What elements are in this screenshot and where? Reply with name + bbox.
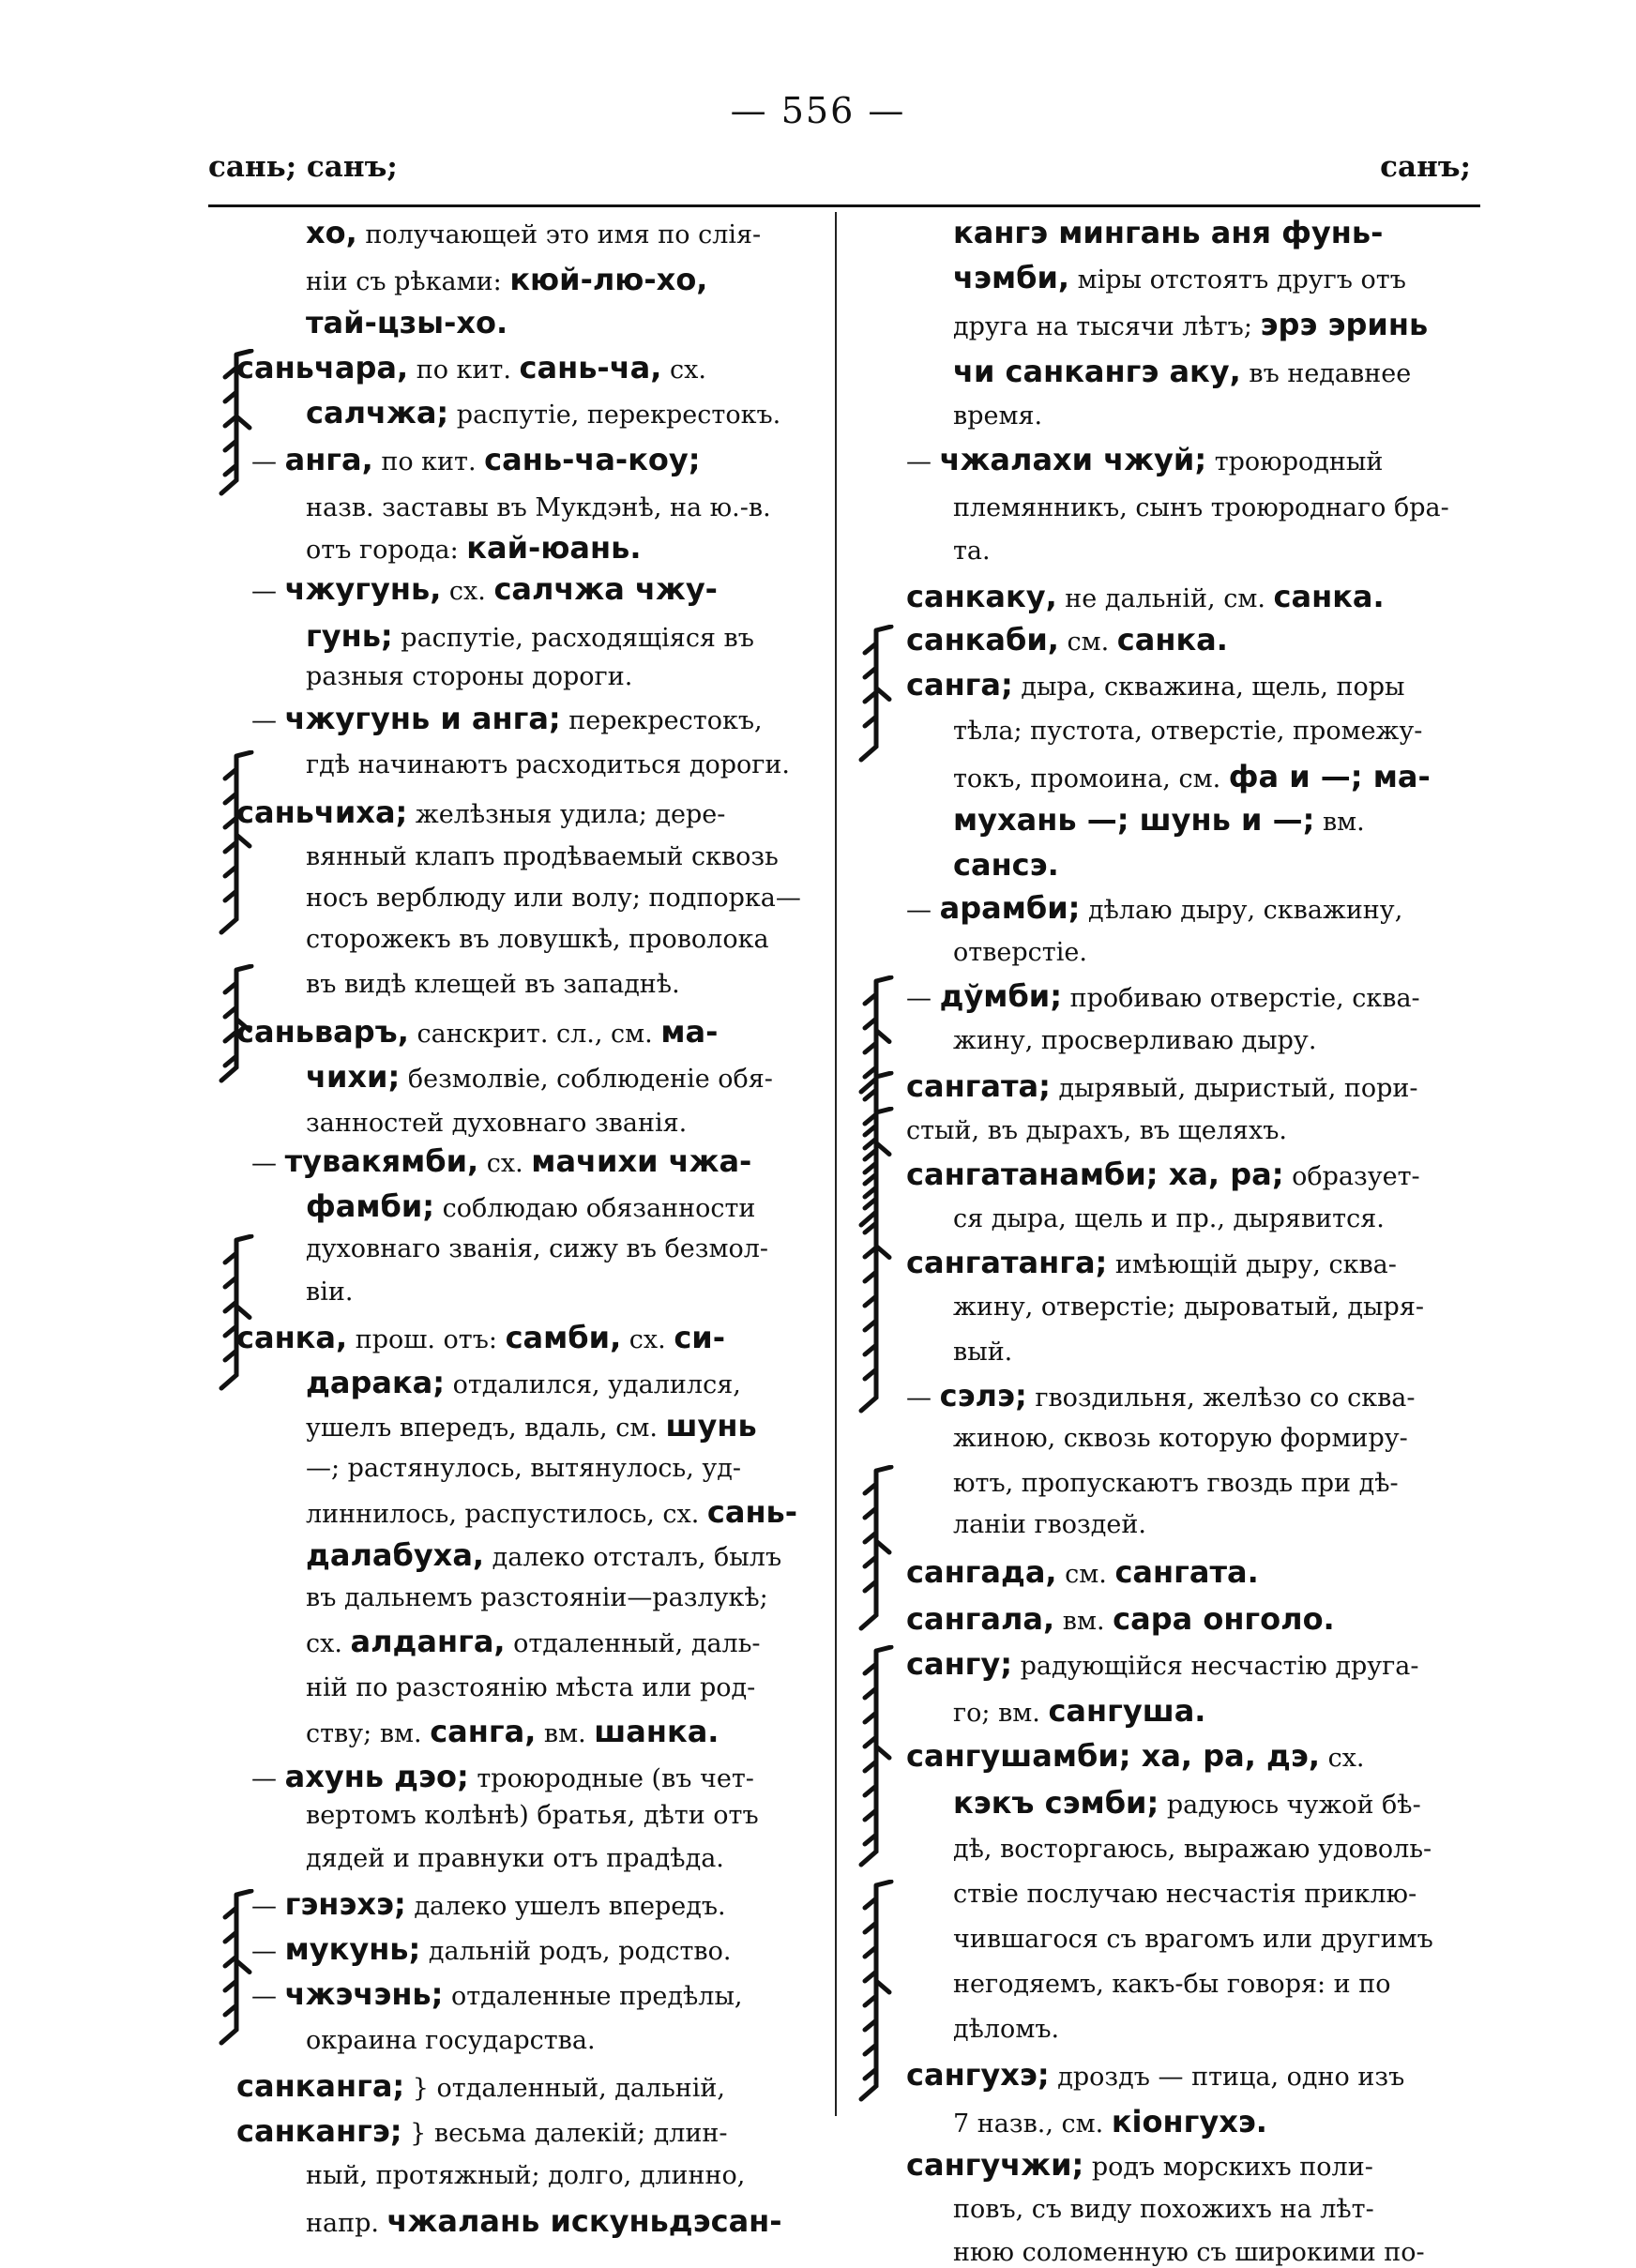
definition-text: жину, просверливаю дыру. — [953, 1026, 1317, 1055]
headword-text: сангатанамби; ха, ра; — [906, 1157, 1284, 1192]
right_column-line — [953, 1293, 1424, 1323]
definition-text: — — [906, 447, 940, 476]
right_column-line — [906, 978, 1420, 1014]
left_column-line — [306, 1801, 759, 1831]
definition-text: отдаленные предѣлы, — [443, 1982, 743, 2011]
manchu-script-glyph — [208, 1889, 259, 2049]
left_column-line — [306, 1583, 768, 1613]
manchu-script-glyph — [208, 1234, 259, 1394]
definition-text: сх. — [306, 1629, 351, 1658]
definition-text: вм. — [536, 1719, 595, 1748]
definition-text: имѣющій дыру, сква- — [1107, 1250, 1397, 1279]
left_column-line — [251, 1886, 726, 1922]
left_column-line — [306, 215, 762, 250]
definition-text: см. — [1056, 1560, 1115, 1589]
definition-text: дальній родъ, родство. — [420, 1937, 732, 1966]
definition-text: напр. — [306, 2209, 387, 2238]
column-divider — [835, 212, 837, 2116]
right_column-line — [953, 1925, 1433, 1955]
definition-text: радующійся несчастію друга- — [1012, 1652, 1419, 1681]
definition-text: } отдаленный, дальній, — [404, 2074, 726, 2103]
headword-text: мукунь; — [284, 1931, 421, 1967]
definition-text: жиною, сквозь которую формиру- — [953, 1424, 1408, 1453]
headword-text: кюй-лю-хо, — [509, 262, 708, 297]
left_column-line — [306, 2161, 745, 2191]
definition-text: сх. — [1319, 1744, 1365, 1773]
definition-text: вый. — [953, 1338, 1013, 1367]
headword-text: сангата. — [1114, 1554, 1259, 1590]
definition-text: — — [906, 984, 940, 1013]
right_column-line — [953, 401, 1042, 431]
definition-text: вм. — [1054, 1607, 1113, 1636]
headword-text: чжалахи чжуй; — [939, 442, 1207, 477]
definition-text: прош. отъ: — [347, 1325, 506, 1354]
page-number: — 556 — — [730, 90, 906, 131]
definition-text: желѣзныя удила; дере- — [407, 800, 726, 829]
definition-text: отдаленный, даль- — [505, 1629, 761, 1658]
headword-text: чжэчэнь; — [284, 1976, 444, 2012]
headword-text: санка, — [236, 1320, 348, 1355]
definition-text: время. — [953, 401, 1043, 431]
headword-text: салчжа; — [306, 395, 449, 431]
headword-text: алданга, — [350, 1624, 506, 1659]
headword-text: санга; — [906, 667, 1013, 703]
left_column-line — [306, 395, 781, 431]
headword-text: арамби; — [939, 890, 1081, 926]
right_column-line — [953, 2195, 1374, 2225]
headword-text: дўмби; — [939, 978, 1063, 1014]
definition-text: дѣломъ. — [953, 2015, 1060, 2044]
left_column-line — [306, 1109, 687, 1139]
headword-text: саньчиха; — [236, 794, 408, 830]
definition-text: дѣлаю дыру, скважину, — [1080, 896, 1403, 925]
definition-text: — — [251, 706, 285, 735]
right_column-line — [906, 1378, 1416, 1414]
right_column-line — [953, 1469, 1399, 1499]
left_column-line — [251, 571, 718, 607]
headword-text: тувакямби, — [284, 1143, 479, 1179]
definition-text: — — [251, 1764, 285, 1793]
definition-text: отъ города: — [306, 536, 467, 565]
headword-text: кэкъ сэмби; — [953, 1785, 1159, 1821]
definition-text: та. — [953, 537, 991, 566]
right_column-line — [953, 307, 1429, 342]
definition-text: міры отстоятъ другъ отъ — [1069, 265, 1406, 295]
left_column-line — [251, 703, 763, 736]
definition-text: получающей это имя по слія- — [356, 220, 762, 249]
definition-text: повъ, съ виду похожихъ на лѣт- — [953, 2195, 1374, 2224]
definition-text: — — [251, 1937, 285, 1966]
headword-text: шунь — [665, 1408, 757, 1444]
headword-text: сангада, — [906, 1554, 1057, 1590]
right_column-line — [953, 2015, 1059, 2045]
headword-text: мачихи чжа- — [531, 1143, 752, 1179]
left_column-line — [306, 1494, 798, 1530]
right_column-line — [953, 2104, 1267, 2139]
right_column-line — [953, 356, 1411, 389]
definition-text: безмолвіе, соблюденіе обя- — [400, 1065, 773, 1094]
definition-text: распутіе, расходящіяся въ — [392, 624, 754, 653]
definition-text: въ дальнемъ разстояніи—разлукѣ; — [306, 1583, 768, 1612]
definition-text: далеко отсталъ, былъ — [484, 1543, 782, 1572]
headword-text: чи санкангэ аку, — [953, 354, 1241, 389]
definition-text: племянникъ, сынъ троюроднаго бра- — [953, 493, 1449, 522]
definition-text: ный, протяжный; долго, длинно, — [306, 2161, 746, 2190]
headword-text: сань-ча-коу; — [484, 442, 701, 477]
definition-text: ся дыра, щель и пр., дырявится. — [953, 1204, 1385, 1233]
definition-text: занностей духовнаго званія. — [306, 1109, 688, 1138]
definition-text: — — [251, 577, 285, 606]
definition-text: по кит. — [372, 447, 485, 476]
manchu-script-glyph — [208, 750, 259, 938]
headword-text: саньчара, — [236, 350, 409, 386]
right_column-line — [953, 1785, 1421, 1821]
left_column-line — [306, 1059, 773, 1095]
headword-text: ахунь дэо; — [284, 1759, 469, 1794]
definition-text: отверстіе. — [953, 938, 1087, 967]
headword-text: самби, — [505, 1320, 622, 1355]
definition-text: санскрит. сл., см. — [408, 1020, 661, 1049]
right_column-line — [906, 622, 1228, 658]
headword-text: фамби; — [306, 1188, 435, 1224]
definition-text: ланіи гвоздей. — [953, 1510, 1146, 1539]
headword-text: санкангэ; — [236, 2113, 402, 2149]
manchu-script-glyph — [848, 1880, 899, 2105]
headword-text: сангучжи; — [906, 2147, 1084, 2183]
headword-text: сань-ча, — [519, 350, 662, 386]
definition-text: носъ верблюду или волу; подпорка— — [306, 884, 801, 913]
definition-text: вм. — [1314, 808, 1365, 837]
right_column-line — [953, 1424, 1408, 1454]
headword-text: санка. — [1273, 579, 1385, 614]
definition-text: дѣ, восторгаюсь, выражаю удоволь- — [953, 1835, 1432, 1864]
definition-text: 7 назв., см. — [953, 2109, 1112, 2139]
definition-text: } весьма далекій; длин- — [401, 2119, 728, 2148]
right_column-line — [953, 759, 1431, 794]
definition-text: друга на тысячи лѣтъ; — [953, 312, 1261, 341]
left_column-line — [251, 1931, 732, 1967]
right_column-line — [953, 1970, 1391, 2000]
right_column-line — [953, 938, 1087, 968]
right_column-line — [953, 260, 1406, 295]
headword-text: чжугунь, — [284, 571, 442, 607]
definition-text: дядей и правнуки отъ прадѣда. — [306, 1844, 724, 1873]
headword-text: санкаку, — [906, 579, 1057, 614]
right_column-line — [906, 890, 1403, 926]
definition-text: сх. — [621, 1325, 674, 1354]
right_column-line — [906, 667, 1405, 703]
right_column-line — [953, 215, 1384, 250]
definition-text: соблюдаю обязанности — [434, 1194, 756, 1223]
definition-text: разныя стороны дороги. — [306, 662, 633, 691]
running-head-right: санъ; — [1380, 150, 1471, 184]
definition-text: дроздъ — птица, одно изъ — [1049, 2063, 1405, 2092]
headword-text: санкаби, — [906, 622, 1059, 658]
right_column-line — [906, 579, 1385, 614]
headword-text: санканга; — [236, 2068, 405, 2104]
definition-text: далеко ушелъ впередъ. — [405, 1892, 726, 1921]
headword-text: сангушамби; ха, ра, дэ, — [906, 1738, 1320, 1774]
right_column-line — [953, 1204, 1385, 1234]
definition-text: ству; вм. — [306, 1719, 431, 1748]
headword-text: дарака; — [306, 1365, 446, 1400]
definition-text: негодяемъ, какъ-бы говоря: и по — [953, 1970, 1391, 1999]
left_column-line — [306, 1537, 782, 1573]
headword-text: сангухэ; — [906, 2057, 1050, 2093]
right_column-line — [953, 1835, 1432, 1865]
headword-text: кангэ мингань аня фунь- — [953, 215, 1384, 250]
headword-text: сангата; — [906, 1068, 1051, 1104]
definition-text: жину, отверстіе; дыроватый, дыря- — [953, 1293, 1424, 1322]
headword-text: эрэ эринь — [1260, 307, 1429, 342]
left_column-line — [251, 1976, 743, 2012]
definition-text: го; вм. — [953, 1699, 1049, 1728]
headword-text: далабуха, — [306, 1537, 485, 1573]
headword-text: тай-цзы-хо. — [306, 305, 508, 340]
definition-text: радуюсь чужой бѣ- — [1159, 1791, 1421, 1820]
left_column-line — [236, 794, 726, 830]
headword-text: сань- — [706, 1494, 798, 1530]
definition-text: чившагося съ врагомъ или другимъ — [953, 1925, 1433, 1954]
right_column-line — [953, 847, 1059, 883]
definition-text: не дальній, см. — [1056, 584, 1274, 613]
definition-text: —; растянулось, вытянулось, уд- — [306, 1454, 741, 1483]
right_column-line — [906, 1601, 1335, 1637]
right_column-line — [953, 1693, 1206, 1729]
left_column-line — [306, 493, 771, 523]
left_column-line — [306, 1234, 768, 1264]
headword-text: си- — [674, 1320, 725, 1355]
manchu-script-glyph — [848, 1107, 899, 1416]
headword-text: хо, — [306, 215, 357, 250]
left_column-line — [236, 2113, 728, 2149]
right_column-line — [906, 442, 1384, 477]
headword-text: сара онголо. — [1113, 1601, 1335, 1637]
definition-text: вертомъ колѣнѣ) братья, дѣти отъ — [306, 1801, 759, 1830]
right_column-line — [953, 1510, 1146, 1540]
left_column-line — [306, 2026, 596, 2056]
headword-text: сангатанга; — [906, 1245, 1108, 1280]
definition-text: троюродный — [1206, 447, 1384, 476]
definition-text: гдѣ начинаютъ расходиться дороги. — [306, 750, 790, 779]
manchu-script-glyph — [208, 349, 259, 499]
left_column-line — [236, 2068, 726, 2104]
definition-text: образует- — [1283, 1162, 1420, 1191]
left_column-line — [306, 530, 642, 566]
left_column-line — [306, 1278, 353, 1308]
definition-text: дырявый, дыристый, пори- — [1050, 1074, 1418, 1103]
left_column-line — [306, 1626, 761, 1659]
definition-text: сх. — [661, 355, 706, 385]
headword-text: кай-юань. — [466, 530, 642, 566]
headword-text: сансэ. — [953, 847, 1059, 883]
manchu-script-glyph — [848, 625, 899, 765]
definition-text: ютъ, пропускаютъ гвоздь при дѣ- — [953, 1469, 1399, 1498]
right_column-line — [906, 2057, 1405, 2093]
left_column-line — [306, 662, 632, 692]
headword-text: ма- — [660, 1014, 719, 1050]
definition-text: отдалился, удалился, — [445, 1370, 741, 1399]
left_column-line — [306, 1408, 757, 1444]
left_column-line — [251, 442, 701, 477]
headword-text: шанка. — [594, 1714, 720, 1749]
definition-text: сх. — [478, 1149, 532, 1178]
headword-text: чихи; — [306, 1059, 401, 1095]
definition-text: тѣла; пустота, отверстіе, промежу- — [953, 717, 1423, 746]
definition-text: ній по разстоянію мѣста или род- — [306, 1673, 756, 1702]
left_column-line — [236, 350, 706, 386]
left_column-line — [236, 1014, 719, 1050]
definition-text: окраина государства. — [306, 2026, 596, 2055]
definition-text: распутіе, перекрестокъ. — [448, 401, 781, 430]
definition-text: перекрестокъ, — [560, 706, 763, 735]
left_column-line — [306, 305, 508, 340]
headword-text: сангу; — [906, 1646, 1013, 1682]
headword-text: анга, — [284, 442, 373, 477]
definition-text: пробиваю отверстіе, сква- — [1062, 984, 1420, 1013]
headword-text: сангуша. — [1048, 1693, 1206, 1729]
definition-text: назв. заставы въ Мукдэнѣ, на ю.-в. — [306, 493, 771, 522]
headword-text: салчжа чжу- — [493, 571, 718, 607]
definition-text: — — [906, 896, 940, 925]
right_column-line — [953, 493, 1449, 523]
manchu-script-glyph — [848, 1645, 899, 1870]
left_column-line — [306, 1673, 755, 1703]
headword-text: чэмби, — [953, 260, 1070, 295]
headword-text: чжугунь и анга; — [284, 701, 561, 736]
left_column-line — [306, 618, 754, 654]
right_column-line — [953, 717, 1422, 747]
headword-text: мухань —; шунь и —; — [953, 802, 1315, 838]
headword-text: сангала, — [906, 1601, 1055, 1637]
headword-text: гэнэхэ; — [284, 1886, 406, 1922]
definition-text: — — [251, 1982, 285, 2011]
right_column-line — [953, 1880, 1416, 1910]
definition-text: — — [906, 1383, 940, 1413]
right_column-line — [953, 2238, 1425, 2268]
manchu-script-glyph — [208, 964, 259, 1086]
left_column-line — [306, 925, 769, 955]
definition-text: стый, въ дырахъ, въ щеляхъ. — [906, 1116, 1287, 1145]
headword-text: санка. — [1116, 622, 1228, 658]
definition-text: въ недавнее — [1240, 359, 1412, 388]
definition-text: сторожекъ въ ловушкѣ, проволока — [306, 925, 769, 954]
definition-text: троюродные (въ чет- — [468, 1764, 754, 1793]
left_column-line — [251, 1143, 752, 1179]
definition-text: — — [251, 1892, 285, 1921]
manchu-script-glyph — [848, 1465, 899, 1634]
definition-text: ніи съ рѣками: — [306, 267, 510, 296]
right_column-line — [953, 537, 991, 567]
definition-text: по кит. — [408, 355, 520, 385]
left_column-line — [306, 970, 680, 1000]
right_column-line — [906, 1159, 1420, 1192]
definition-text: см. — [1058, 627, 1117, 657]
definition-text: линнилось, распустилось, сх. — [306, 1500, 707, 1529]
definition-text: гвоздильня, желѣзо со сква- — [1026, 1383, 1416, 1413]
definition-text: вянный клапъ продѣваемый сквозь — [306, 842, 779, 871]
header-rule — [208, 204, 1480, 207]
headword-text: фа и —; ма- — [1228, 759, 1431, 794]
headword-text: гунь; — [306, 618, 393, 654]
definition-text: сх. — [441, 577, 494, 606]
right_column-line — [906, 1068, 1418, 1104]
left_column-line — [306, 1844, 724, 1874]
right_column-line — [953, 802, 1365, 838]
headword-text: санга, — [430, 1714, 537, 1749]
right_column-line — [953, 1338, 1012, 1368]
left_column-line — [306, 842, 779, 872]
headword-text: кіонгухэ. — [1111, 2104, 1267, 2139]
definition-text: родъ морскихъ поли- — [1083, 2153, 1373, 2182]
definition-text: духовнаго званія, сижу въ безмол- — [306, 1234, 769, 1263]
left_column-line — [236, 1320, 725, 1355]
definition-text: токъ, промоина, см. — [953, 764, 1229, 794]
right_column-line — [906, 1116, 1287, 1146]
definition-text: — — [251, 1149, 285, 1178]
left_column-line — [306, 884, 801, 914]
right_column-line — [906, 1646, 1419, 1682]
left_column-line — [306, 1188, 756, 1224]
left_column-line — [306, 1365, 741, 1400]
right_column-line — [906, 1554, 1259, 1590]
headword-text: чжалань искуньдэсан- — [386, 2203, 782, 2239]
definition-text: — — [251, 447, 285, 476]
running-head-left: сань; санъ; — [208, 150, 398, 184]
headword-text: сэлэ; — [939, 1378, 1027, 1414]
definition-text: віи. — [306, 1278, 354, 1307]
left_column-line — [306, 1716, 719, 1749]
right_column-line — [953, 1026, 1316, 1056]
right_column-line — [906, 2147, 1373, 2183]
left_column-line — [306, 750, 790, 780]
headword-text: саньваръ, — [236, 1014, 409, 1050]
definition-text: ушелъ впередъ, вдаль, см. — [306, 1414, 666, 1443]
right_column-line — [906, 1247, 1397, 1280]
definition-text: въ видѣ клещей въ западнѣ. — [306, 970, 680, 999]
left_column-line — [306, 1454, 741, 1484]
right_column-line — [906, 1738, 1365, 1774]
definition-text: ствіе послучаю несчастія приклю- — [953, 1880, 1417, 1909]
left_column-line — [251, 1761, 754, 1794]
definition-text: дыра, скважина, щель, поры — [1012, 673, 1405, 702]
definition-text: нюю соломенную съ широкими по- — [953, 2238, 1425, 2267]
left_column-line — [306, 262, 708, 297]
